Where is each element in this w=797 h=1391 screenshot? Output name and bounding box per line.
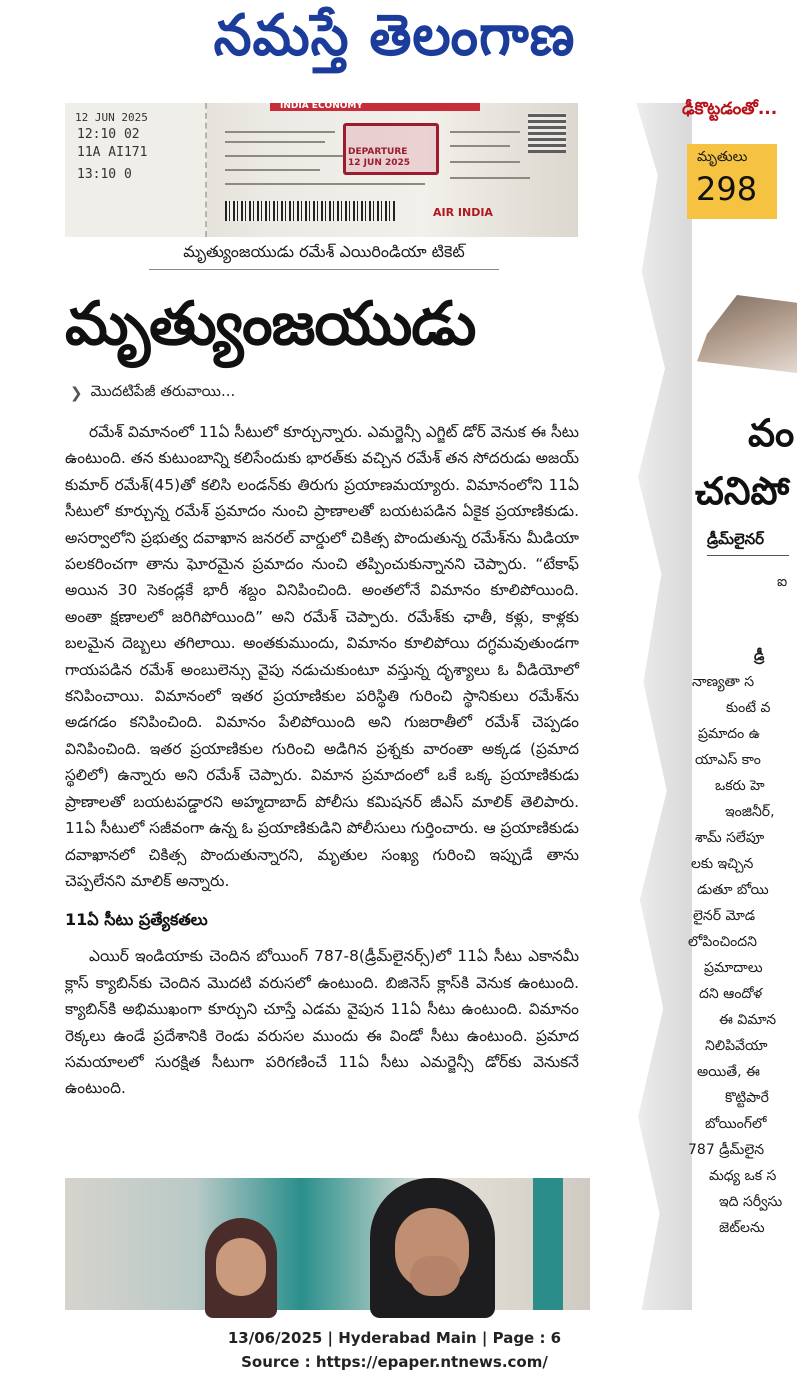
right-text-fragment: నిలిపివేయా <box>705 1038 768 1054</box>
continuation-text: మొదటిపేజీ తరువాయి... <box>90 382 236 400</box>
masthead <box>0 0 789 84</box>
ticket-stub-text: 12:10 02 <box>77 127 140 142</box>
ticket-text-line <box>225 141 325 143</box>
ticket-stub-text: 13:10 0 <box>77 167 132 182</box>
byline-rule <box>707 555 789 556</box>
ticket-barcode <box>225 201 395 221</box>
right-byline: డ్రీమ్‌లైనర్ <box>707 530 765 548</box>
departure-stamp-text: DEPARTURE 12 JUN 2025 <box>348 147 411 168</box>
hospital-photo <box>65 1178 590 1310</box>
ticket-text-line <box>450 177 530 179</box>
chevron-right-icon: ❯ <box>70 384 83 402</box>
newspaper-page <box>65 99 795 1310</box>
ticket-text-line <box>225 155 345 157</box>
deaths-box <box>687 144 777 219</box>
article-subhead: 11ఏ సీటు ప్రత్యేకతలు <box>65 910 208 930</box>
article-paragraph: రమేశ్ విమానంలో 11ఏ సీటులో కూర్చున్నారు. ఎమర్జెన్సీ ఎగ్జిట్ డోర్ వెనుక ఈ సీటు ఉంటుంది. తన కుటుంబాన్ని కలిసేందుకు భారత్‌కు వచ్చిన రమేశ్ తన సోదరుడు అజయ్ కుమార్ రమేశ్(45)తో కలిసి లండన్‌కు తిరుగు ప్రయాణమయ్యారు. విమానంలోని 11ఏ సీటులో కూర్చున్న రమేశ్ ప్రమాదం నుంచి ప్రాణాలతో బయటపడిన ఏకైక ప్రయాణికుడు. అసర్వాలోని ప్రభుత్వ దవాఖాన జనరల్ వార్డులో చికిత్స పొందుతున్న రమేశ్‌ను మీడియా పలకరించగా తాను ఘోరమైన ప్రమాదం నుంచి తప్పించుకున్నానని చెప్పారు. “టేకాఫ్ అయిన 30 సెకండ్లకే భారీ శబ్దం వినిపించింది. అంతలోనే విమానం కూలిపోయింది. అంతా క్షణాలలో జరిగిపోయింది” అని రమేశ్ చెప్పారు. రమేశ్‌కు ఛాతీ, కళ్లు, కాళ్లకు బలమైన దెబ్బలు తగిలాయి. అంతకుముందు, విమానం కూలిపోయి దగ్ధమవుతుండగా గాయపడిన రమేశ్ అంబులెన్సు వైపు నడుచుకుంటూ వస్తున్న దృశ్యాలు ఓ వీడియోలో కనిపించాయి. విమానంలో ఇతర ప్రయాణికుల పరిస్థితి గురించి స్థానికులు రమేశ్‌ను అడగడం కనిపించింది. విమానం పేలిపోయింది అని గుజరాతీలో రమేశ్ చెప్పడం వినిపించింది. ఇతర ప్రయాణికుల గురించి అడిగిన ప్రశ్నకు వారంతా అక్కడ (ప్రమాద స్థలిలో) ఉన్నారు అని రమేశ్ చెప్పారు. విమాన ప్రమాదంలో ఒకే ఒక్క ప్రయాణికుడు ప్రాణాలతో బయటపడ్డారని అహ్మదాబాద్ పోలీసు కమిషనర్ జీఎస్ మాలిక్ తెలిపారు. 11ఏ సీటులో సజీవంగా ఉన్న ఓ ప్రయాణికుడిని పోలీసులు గుర్తించారు. ఆ ప్రయాణికుడు దవాఖానలో చికిత్స పొందుతున్నారని, మృతుల సంఖ్య గురించి ఇప్పుడే తాను చెప్పలేనని మాలిక్ అన్నారు. <box>65 423 579 890</box>
article-body <box>65 419 579 1102</box>
wreckage-photo <box>697 295 797 373</box>
right-text-fragment: యాఎస్ కాం <box>695 752 761 768</box>
right-text-fragment: జెట్‌లను <box>719 1220 765 1236</box>
right-text-fragment: కొట్టిపారే <box>725 1090 769 1106</box>
ticket-text-line <box>450 145 510 147</box>
right-text-fragment: ఇది సర్వీసు <box>719 1194 783 1210</box>
right-text-fragment: డ్రీ <box>754 648 765 664</box>
right-big-headline: చనిపో <box>695 469 790 513</box>
right-column-headline: ఢీకొట్టడంతో... <box>682 99 778 119</box>
air-india-logo: AIR INDIA <box>433 206 493 219</box>
right-big-headline: వం <box>748 411 795 455</box>
right-text-fragment: ఈ విమాన <box>719 1012 777 1028</box>
photo-hand <box>410 1256 460 1296</box>
ticket-photo <box>65 103 578 237</box>
ticket-band-text: INDIA ECONOMY <box>280 101 363 111</box>
right-text-fragment: లోపించిందని <box>688 934 757 950</box>
continuation-note <box>70 382 235 404</box>
ticket-stub-text: 11A AI171 <box>77 145 148 160</box>
page-footer <box>0 1326 789 1374</box>
photo-face <box>216 1238 266 1296</box>
right-text-fragment: అయితే, ఈ <box>697 1064 760 1080</box>
footer-source: Source : https://epaper.ntnews.com/ <box>241 1353 548 1371</box>
ticket-text-line <box>225 183 425 185</box>
photo-pillar <box>533 1178 563 1310</box>
deaths-count: 298 <box>696 170 758 208</box>
ticket-text-line <box>450 131 520 133</box>
right-text-fragment: ఇంజినీర్, <box>725 804 775 820</box>
right-text-fragment: లైనర్ మోడ <box>693 908 756 924</box>
right-text-fragment: మధ్య ఒక స <box>709 1168 777 1184</box>
right-text-fragment: ప్రమాదం ఉ <box>698 726 760 742</box>
right-text-fragment: లకు ఇచ్చిన <box>691 856 754 872</box>
deaths-label: మృతులు <box>697 149 748 165</box>
footer-date-edition: 13/06/2025 | Hyderabad Main | Page : 6 <box>227 1329 562 1347</box>
right-text-fragment: నాణ్యతా స <box>692 674 755 690</box>
right-text-fragment: బోయింగ్‌లో <box>705 1116 767 1132</box>
ticket-stub-text: 12 JUN 2025 <box>75 111 148 124</box>
ticket-text-line <box>450 161 520 163</box>
right-text-fragment: డుతూ బోయి <box>697 882 769 898</box>
right-text-fragment: ప్రమాదాలు <box>704 960 763 976</box>
ticket-text-line <box>225 169 320 171</box>
headline: మృత్యుంజయుడు <box>65 289 476 359</box>
right-text-fragment: దని ఆందోళ <box>699 986 763 1002</box>
right-text-fragment: కుంటే వ <box>726 700 771 716</box>
masthead-title: నమస్తే తెలంగాణ <box>213 1 576 68</box>
right-text-fragment: శామ్ సలేపూ <box>695 830 765 846</box>
right-text-fragment: ఒకరు హె <box>715 778 765 794</box>
photo-caption: మృత్యుంజయుడు రమేశ్ ఎయిరిండియా టికెట్ <box>149 242 499 270</box>
right-text-fragment: ఐ <box>777 574 788 590</box>
torn-paper-edge <box>602 103 692 1310</box>
right-text-fragment: 787 డ్రీమ్‌లైన <box>688 1142 765 1158</box>
right-column <box>682 99 795 1310</box>
ticket-text-line <box>225 131 335 133</box>
article-paragraph: ఎయిర్ ఇండియాకు చెందిన బోయింగ్ 787-8(డ్రీమ్‌లైనర్స్)లో 11ఏ సీటు ఎకానమీ క్లాస్ క్యాబిన్‌కు చెందిన మొదటి వరుసలో ఉంటుంది. బిజినెస్ క్లాస్‌కి వెనుక ఉంటుంది. క్యాబిన్‌కి అభిముఖంగా కూర్చుని చూస్తే ఎడమ వైపున 11ఏ సీటు ఉంటుంది. విమానం రెక్కలు ఉండే ప్రదేశానికి రెండు వరుసల ముందు ఈ విండో సీటు ఉంటుంది. ప్రమాద సమయాలలో సురక్షిత సీటుగా పరిగణించే 11ఏ సీటు ఎమర్జెన్సీ డోర్‌కు వెనుకనే ఉంటుంది. <box>65 947 579 1098</box>
ticket-qr-code <box>528 113 566 153</box>
